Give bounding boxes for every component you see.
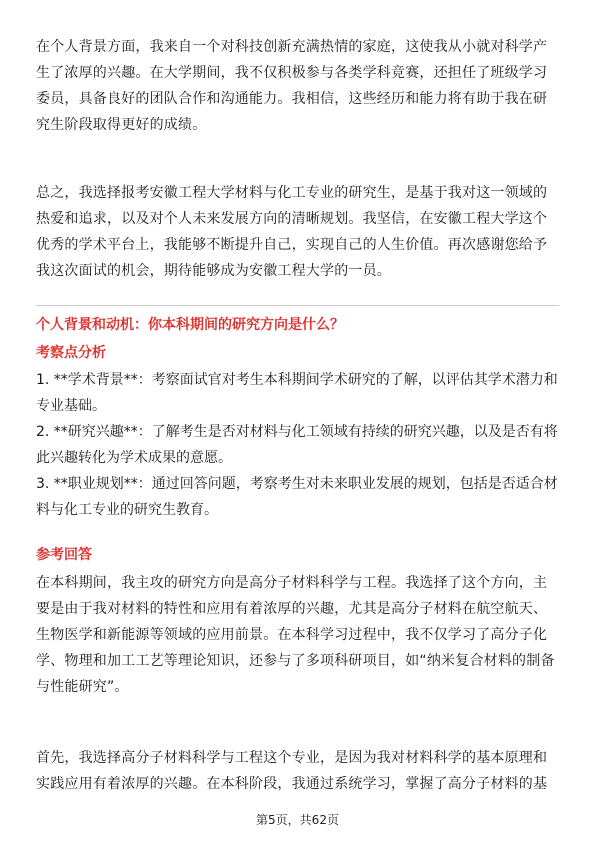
page-number: 第5页，共62页 — [256, 813, 339, 827]
answer-paragraph: 首先，我选择高分子材料科学与工程这个专业，是因为我对材料科学的基本原理和实践应用有着浓厚的兴趣。在本科阶段，我通过系统学习，掌握了高分子材料的基 — [36, 750, 548, 792]
analysis-item: 2. **研究兴趣**：了解考生是否对材料与化工领域有持续的研究兴趣，以及是否有将此兴趣转化为学术成果的意愿。 — [36, 424, 558, 466]
analysis-item: 1. **学术背景**：考察面试官对考生本科期间学术研究的了解，以评估其学术潜力和专业基础。 — [36, 372, 558, 414]
analysis-title: 考察点分析 — [36, 345, 106, 361]
answer-title: 参考回答 — [36, 547, 92, 563]
analysis-item: 3. **职业规划**：通过回答问题，考察考生对未来职业发展的规划，包括是否适合材料与化工专业的研究生教育。 — [36, 476, 558, 518]
answer-paragraph: 在本科期间，我主攻的研究方向是高分子材料科学与工程。我选择了这个方向，主要是由于我对材料的特性和应用有着浓厚的兴趣，尤其是高分子材料在航空航天、生物医学和新能源等领域的应用前景。在本科学习过程中，我不仅学习了高分子化学、物理和加工工艺等理论知识，还参与了多项科研项目，如“纳米复合材料的制备与性能研究”。 — [36, 575, 555, 695]
paragraph-background: 在个人背景方面，我来自一个对科技创新充满热情的家庭，这使我从小就对科学产生了浓厚的兴趣。在大学期间，我不仅积极参与各类学科竞赛，还担任了班级学习委员，具备良好的团队合作和沟通能力。我相信，这些经历和能力将有助于我在研究生阶段取得更好的成绩。 — [36, 39, 548, 133]
question-heading: 个人背景和动机：你本科期间的研究方向是什么？ — [36, 317, 344, 333]
analysis-list — [36, 367, 559, 523]
section-divider — [36, 305, 559, 306]
paragraph-conclusion: 总之，我选择报考安徽工程大学材料与化工专业的研究生，是基于我对这一领域的热爱和追求，以及对个人未来发展方向的清晰规划。我坚信，在安徽工程大学这个优秀的学术平台上，我能够不断提升自己，实现自己的人生价值。再次感谢您给予我这次面试的机会，期待能够成为安徽工程大学的一员。 — [36, 185, 548, 279]
